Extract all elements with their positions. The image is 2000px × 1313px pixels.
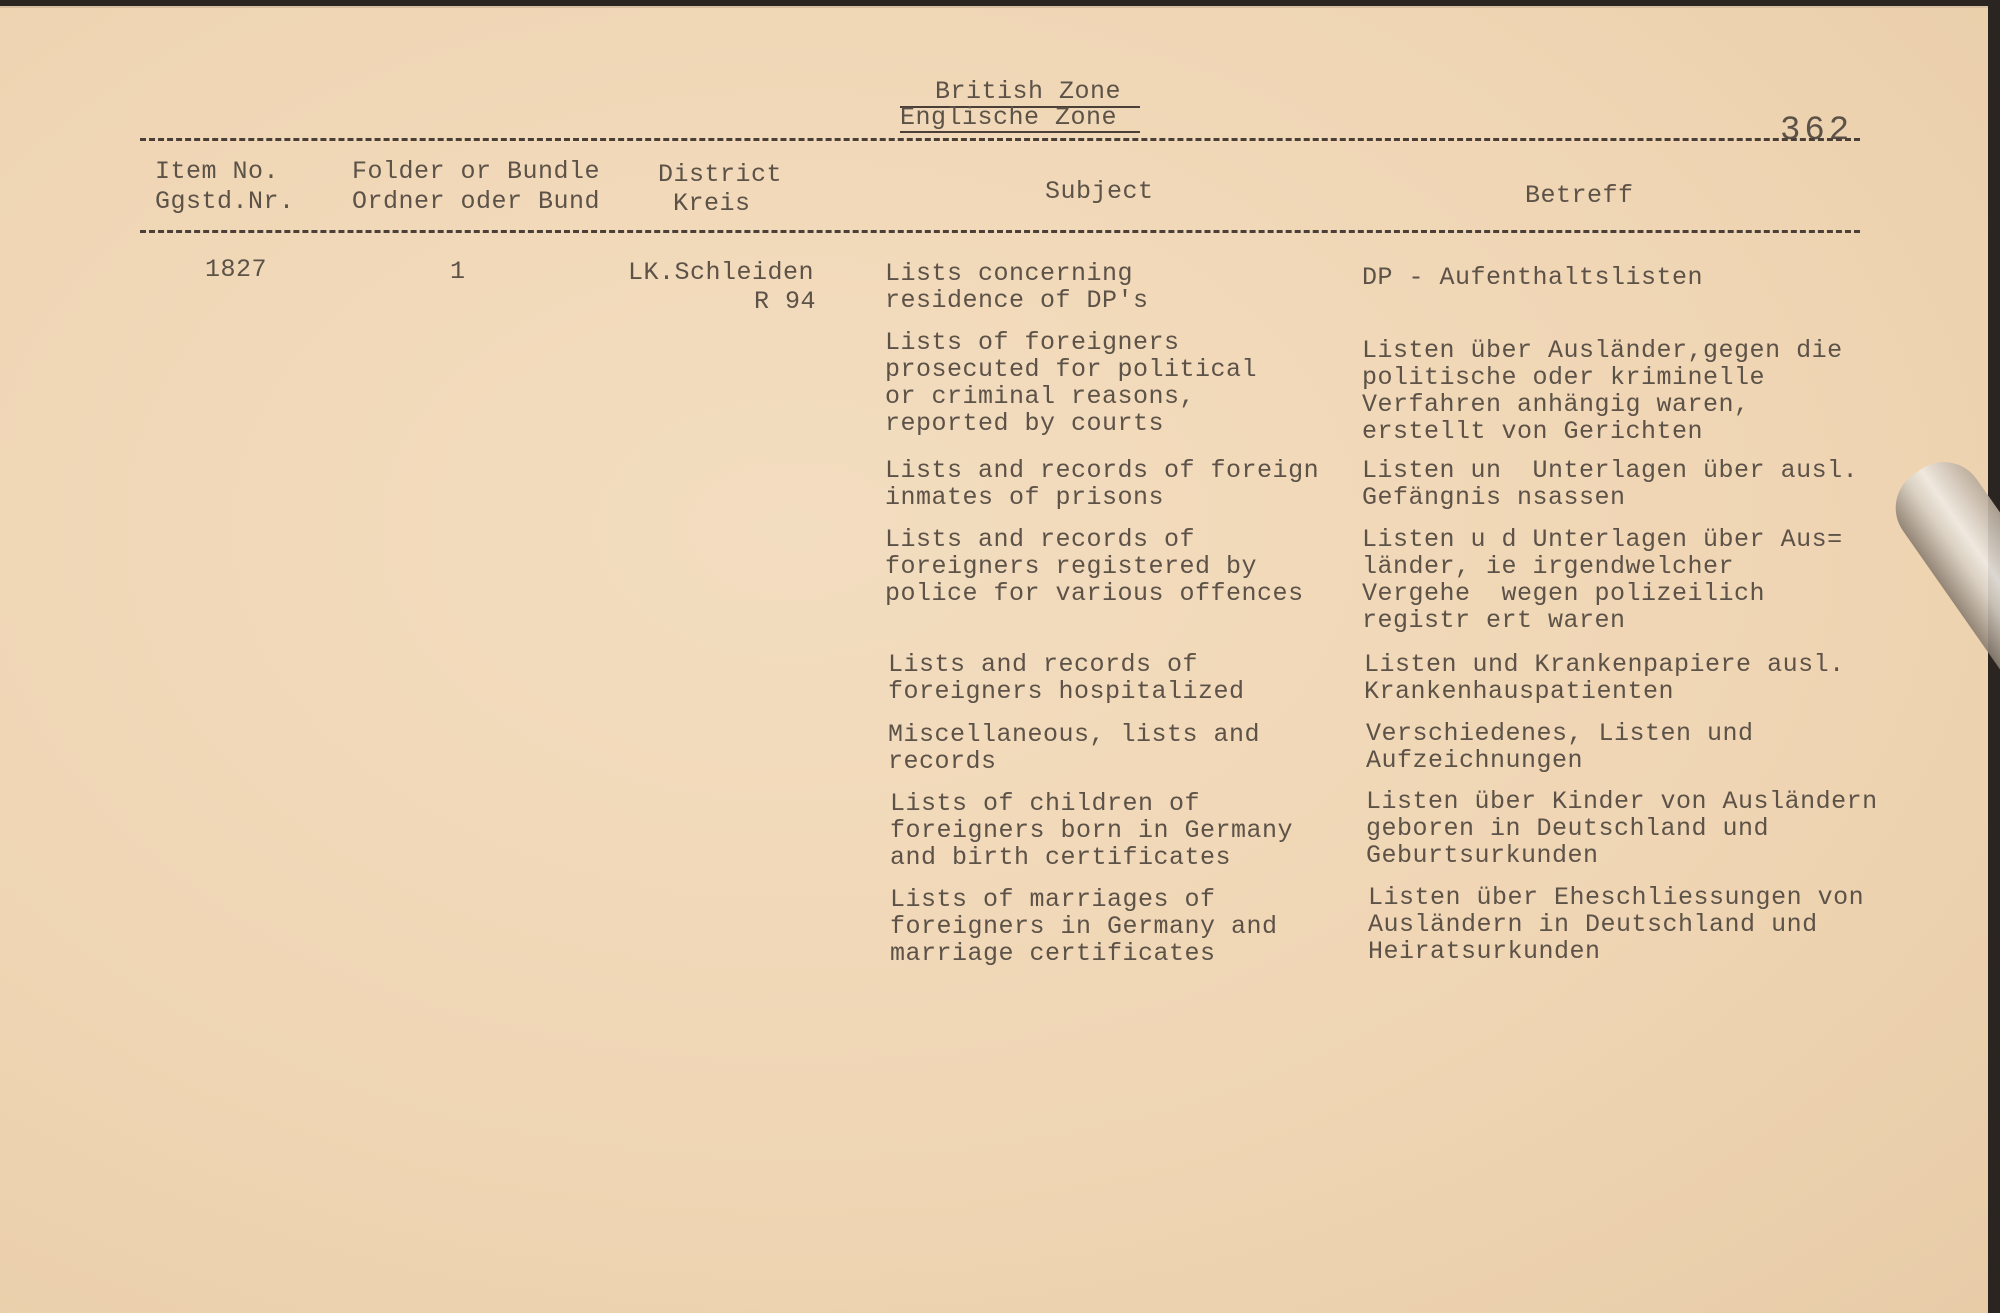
entry-betreff: Listen über Kinder von Ausländern geboren in Deutschland und Geburtsurkunden bbox=[1366, 787, 1878, 870]
header-item-en: Item No. bbox=[155, 157, 280, 186]
entry-subject: Lists and records of foreign inmates of prisons bbox=[885, 456, 1320, 512]
entry-subject: Lists of marriages of foreigners in Germany and marriage certificates bbox=[890, 885, 1278, 968]
header-top-rule bbox=[140, 138, 1860, 141]
folder-number: 1 bbox=[450, 257, 466, 286]
district-code: R 94 bbox=[754, 287, 817, 316]
header-folder-en: Folder or Bundle bbox=[352, 157, 601, 186]
zone-title-english: British Zone bbox=[935, 77, 1122, 106]
entry-betreff: Listen über Ausländer,gegen die politische oder kriminelle Verfahren anhängig waren, erstellt von Gerichten bbox=[1362, 336, 1843, 446]
header-item-de: Ggstd.Nr. bbox=[155, 187, 295, 216]
entry-subject: Lists and records of foreigners hospitalized bbox=[888, 650, 1245, 706]
entry-subject: Lists of foreigners prosecuted for political or criminal reasons, reported by courts bbox=[885, 328, 1258, 438]
district-name: LK.Schleiden bbox=[628, 258, 815, 287]
entry-betreff: Listen un Unterlagen über ausl. Gefängnis nsassen bbox=[1362, 456, 1859, 512]
header-district-en: District bbox=[658, 160, 783, 189]
entry-betreff: Listen u d Unterlagen über Aus= länder, ie irgendwelcher Vergehe wegen polizeilich registr ert waren bbox=[1362, 525, 1843, 635]
entry-subject: Lists and records of foreigners registered by police for various offences bbox=[885, 525, 1304, 608]
page-number: 362 bbox=[1780, 112, 1854, 150]
entry-betreff: DP - Aufenthaltslisten bbox=[1362, 263, 1704, 292]
header-folder-de: Ordner oder Bund bbox=[352, 187, 601, 216]
entry-subject: Lists of children of foreigners born in Germany and birth certificates bbox=[890, 789, 1294, 872]
entry-subject: Miscellaneous, lists and records bbox=[888, 720, 1261, 776]
item-number: 1827 bbox=[205, 255, 268, 284]
entry-betreff: Listen über Eheschliessungen von Ausländern in Deutschland und Heiratsurkunden bbox=[1368, 883, 1865, 966]
pen-tip bbox=[1880, 446, 2000, 743]
header-betreff: Betreff bbox=[1525, 181, 1634, 210]
document-page bbox=[0, 6, 1988, 1313]
zone-title-german-underline bbox=[900, 131, 1140, 133]
header-subject: Subject bbox=[1045, 177, 1154, 206]
entry-betreff: Verschiedenes, Listen und Aufzeichnungen bbox=[1366, 719, 1754, 775]
header-district-de: Kreis bbox=[673, 189, 751, 218]
entry-subject: Lists concerning residence of DP's bbox=[885, 259, 1149, 315]
header-bottom-rule bbox=[140, 230, 1860, 233]
entry-betreff: Listen und Krankenpapiere ausl. Krankenhauspatienten bbox=[1364, 650, 1845, 706]
zone-title-german: Englische Zone bbox=[900, 103, 1118, 132]
